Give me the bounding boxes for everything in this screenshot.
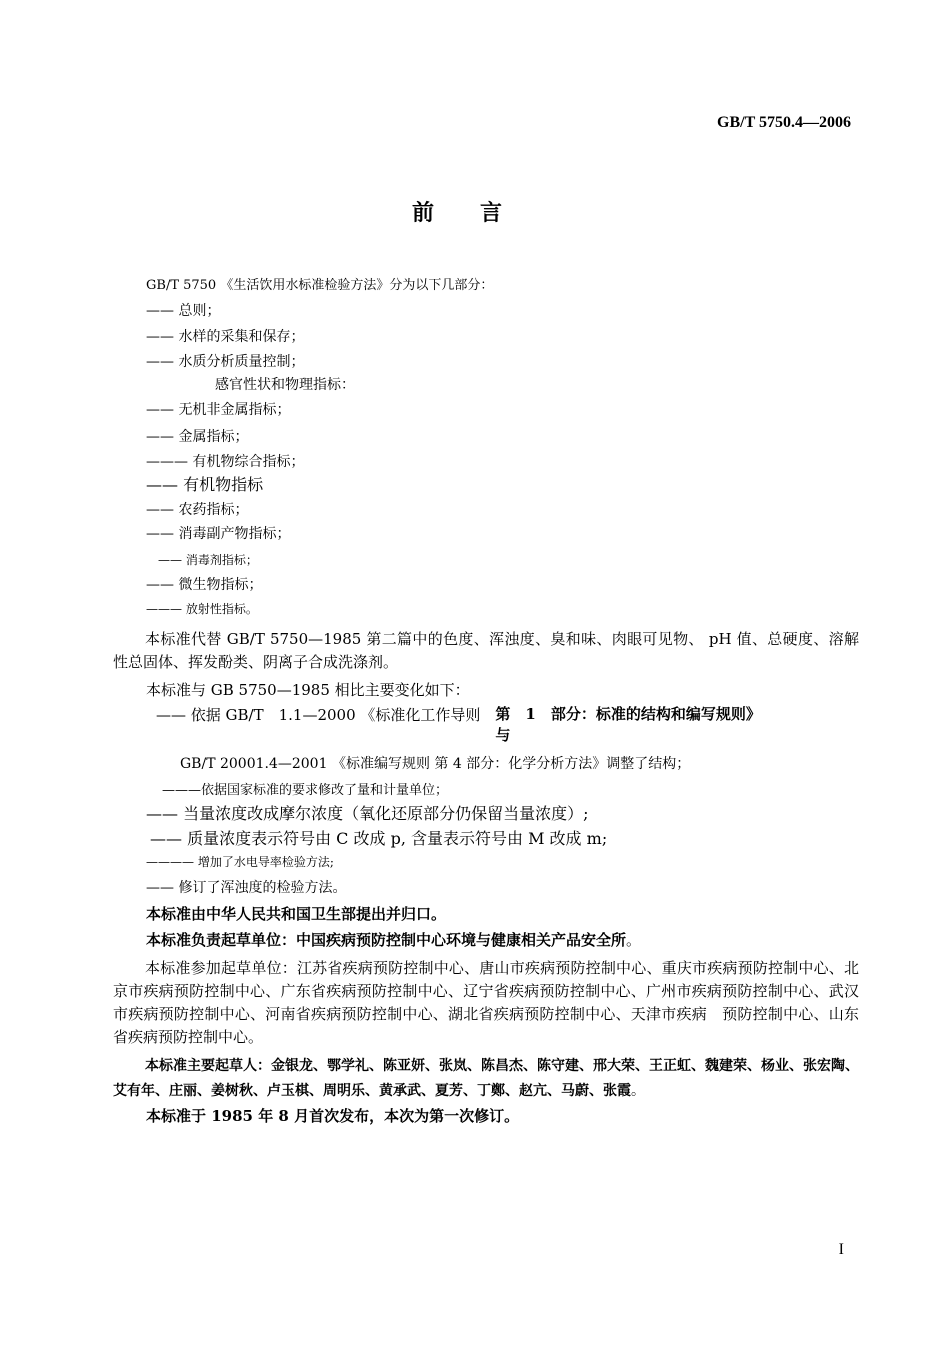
proposer-line: 本标准由中华人民共和国卫生部提出并归口。 [146,905,447,923]
list-item: —— 水质分析质量控制； [146,354,305,370]
list-item: —— 水样的采集和保存； [146,329,305,345]
list-item: ——— 放射性指标。 [146,602,258,616]
list-item: —— 无机非金属指标； [146,402,291,418]
release-line: 本标准于 1985 年 8 月首次发布，本次为第一次修订。 [146,1107,520,1125]
intro-line: GB/T 5750 《生活饮用水标准检验方法》分为以下几部分： [146,278,494,293]
replace-paragraph: 本标准代替 GB/T 5750—1985 第二篇中的色度、浑浊度、臭和味、肉眼可见物、 pH 值、总硬度、溶解 性总固体、挥发酚类、阴离子合成洗涤剂。 [113,630,875,671]
change-item-6: —— 修订了浑浊度的检验方法。 [146,880,347,896]
drafter-label: 本标准负责起草单位：中国疾病预防控制中心环境与健康相关产品安全所 [146,931,627,949]
change-item-5: ———— 增加了水电导率检验方法; [146,855,334,869]
change-item-4: —— 质量浓度表示符号由 C 改成 p, 含量表示符号由 M 改成 m; [150,829,608,848]
main-drafters-text: 本标准主要起草人：金银龙、鄂学礼、陈亚妍、张岚、陈昌杰、陈守建、邢大荣、王正虹、魏建荣、杨业、张宏陶、艾有年、庄丽、姜树秋、卢玉棋、周明乐、黄承武、夏芳、丁鄭、赵亢、马蔚、张霞 [113,1058,859,1099]
main-drafters-end: 。 [631,1083,645,1099]
change-item-1-text: —— 依据 GB/T 1.1—2000 《标准化工作导则 [156,706,496,724]
drafter-end: 。 [626,931,642,949]
participants-paragraph: 本标准参加起草单位：江苏省疾病预防控制中心、唐山市疾病预防控制中心、重庆市疾病预防控制中心、北京市疾病预防控制中心、广东省疾病预防控制中心、辽宁省疾病预防控制中心、广州市疾病预防控制中心、武汉市疾病预防控制中心、河南省疾病预防控制中心、湖北省疾病预防控制中心、天津市疾病 预防控制中心、山东省疾病预防控制中心。 [113,959,859,1046]
change-item-2: ———依据国家标准的要求修改了量和计量单位； [162,783,449,798]
page-number: I [838,1241,844,1258]
list-item: 感官性状和物理指标： [215,377,355,393]
change-item-1-cont: GB/T 20001.4—2001 《标准编写规则 第 4 部分：化学分析方法》调整了结构； [180,756,691,772]
change-item-1 [156,704,775,746]
page-title: 前言 [411,200,548,226]
changes-intro: 本标准与 GB 5750—1985 相比主要变化如下： [146,681,470,699]
list-item: —— 总则； [146,303,221,319]
list-item: —— 有机物指标 [146,475,264,494]
list-item: —— 农药指标； [146,502,249,518]
standard-code: GB/T 5750.4—2006 [717,114,851,131]
change-item-1-bold: 第 1 部分：标准的结构和编写规则》与 [495,705,761,744]
list-item: —— 微生物指标； [146,577,263,593]
main-drafters-paragraph [113,1054,859,1104]
change-item-3: —— 当量浓度改成摩尔浓度（氧化还原部分仍保留当量浓度）; [146,804,589,823]
drafter-line [146,929,641,950]
list-item: —— 消毒剂指标； [158,553,258,567]
list-item: —— 消毒副产物指标； [146,526,291,542]
list-item: —— 金属指标； [146,429,249,445]
list-item: ——— 有机物综合指标； [146,454,305,470]
